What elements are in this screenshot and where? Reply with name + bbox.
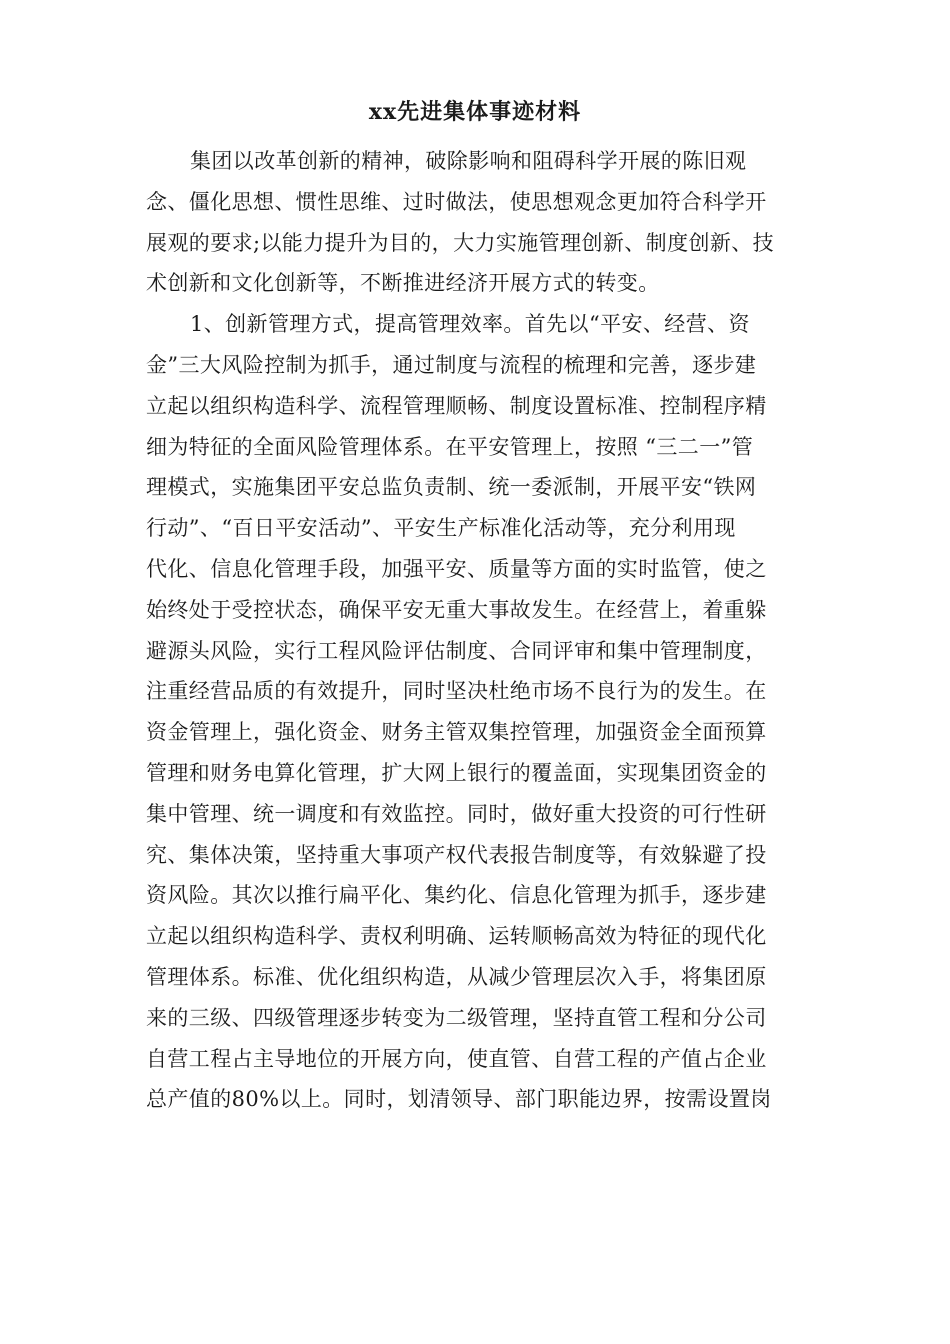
body-line: 术创新和文化创新等，不断推进经济开展方式的转变。	[146, 271, 660, 296]
body-line: 究、集体决策，坚持重大事项产权代表报告制度等，有效躲避了投	[146, 842, 767, 867]
body-line: 金”三大风险控制为抓手，通过制度与流程的梳理和完善，逐步建	[146, 352, 757, 377]
body-line: 自营工程占主导地位的开展方向，使直管、自营工程的产值占企业	[146, 1046, 767, 1071]
body-line: 细为特征的全面风险管理体系。在平安管理上，按照 “三二一”管	[146, 434, 754, 459]
body-line: 注重经营品质的有效提升，同时坚决杜绝市场不良行为的发生。在	[146, 679, 767, 704]
body-line: 1、创新管理方式，提高管理效率。首先以“平安、经营、资	[190, 312, 750, 337]
body-line: 始终处于受控状态，确保平安无重大事故发生。在经营上，着重躲	[146, 597, 767, 622]
body-line: 避源头风险，实行工程风险评估制度、合同评审和集中管理制度，	[146, 638, 767, 663]
body-line: 理模式，实施集团平安总监负责制、统一委派制，开展平安“铁网	[146, 475, 757, 500]
body-line: 集中管理、统一调度和有效监控。同时，做好重大投资的可行性研	[146, 801, 767, 826]
body-line: 管理体系。标准、优化组织构造，从减少管理层次入手，将集团原	[146, 964, 767, 989]
document-title: xx先进集体事迹材料	[368, 99, 582, 125]
document-body	[146, 141, 806, 1120]
body-line: 集团以改革创新的精神，破除影响和阻碍科学开展的陈旧观	[190, 149, 747, 173]
body-line: 行动”、“百日平安活动”、平安生产标准化活动等，充分利用现	[146, 516, 736, 541]
body-line: 立起以组织构造科学、责权利明确、运转顺畅高效为特征的现代化	[146, 924, 767, 949]
body-line: 展观的要求;以能力提升为目的，大力实施管理创新、制度创新、技	[146, 230, 775, 255]
body-line: 立起以组织构造科学、流程管理顺畅、制度设置标准、控制程序精	[146, 393, 767, 418]
body-line: 代化、信息化管理手段，加强平安、质量等方面的实时监管，使之	[146, 556, 767, 581]
body-line: 管理和财务电算化管理，扩大网上银行的覆盖面，实现集团资金的	[146, 760, 767, 785]
body-line: 总产值的80%以上。同时，划清领导、部门职能边界，按需设置岗	[146, 1087, 772, 1112]
body-line: 资风险。其次以推行扁平化、集约化、信息化管理为抓手，逐步建	[146, 883, 767, 908]
body-line: 资金管理上，强化资金、财务主管双集控管理，加强资金全面预算	[146, 720, 767, 745]
body-line: 来的三级、四级管理逐步转变为二级管理，坚持直管工程和分公司	[146, 1005, 767, 1030]
body-line: 念、僵化思想、惯性思维、过时做法，使思想观念更加符合科学开	[146, 189, 767, 214]
